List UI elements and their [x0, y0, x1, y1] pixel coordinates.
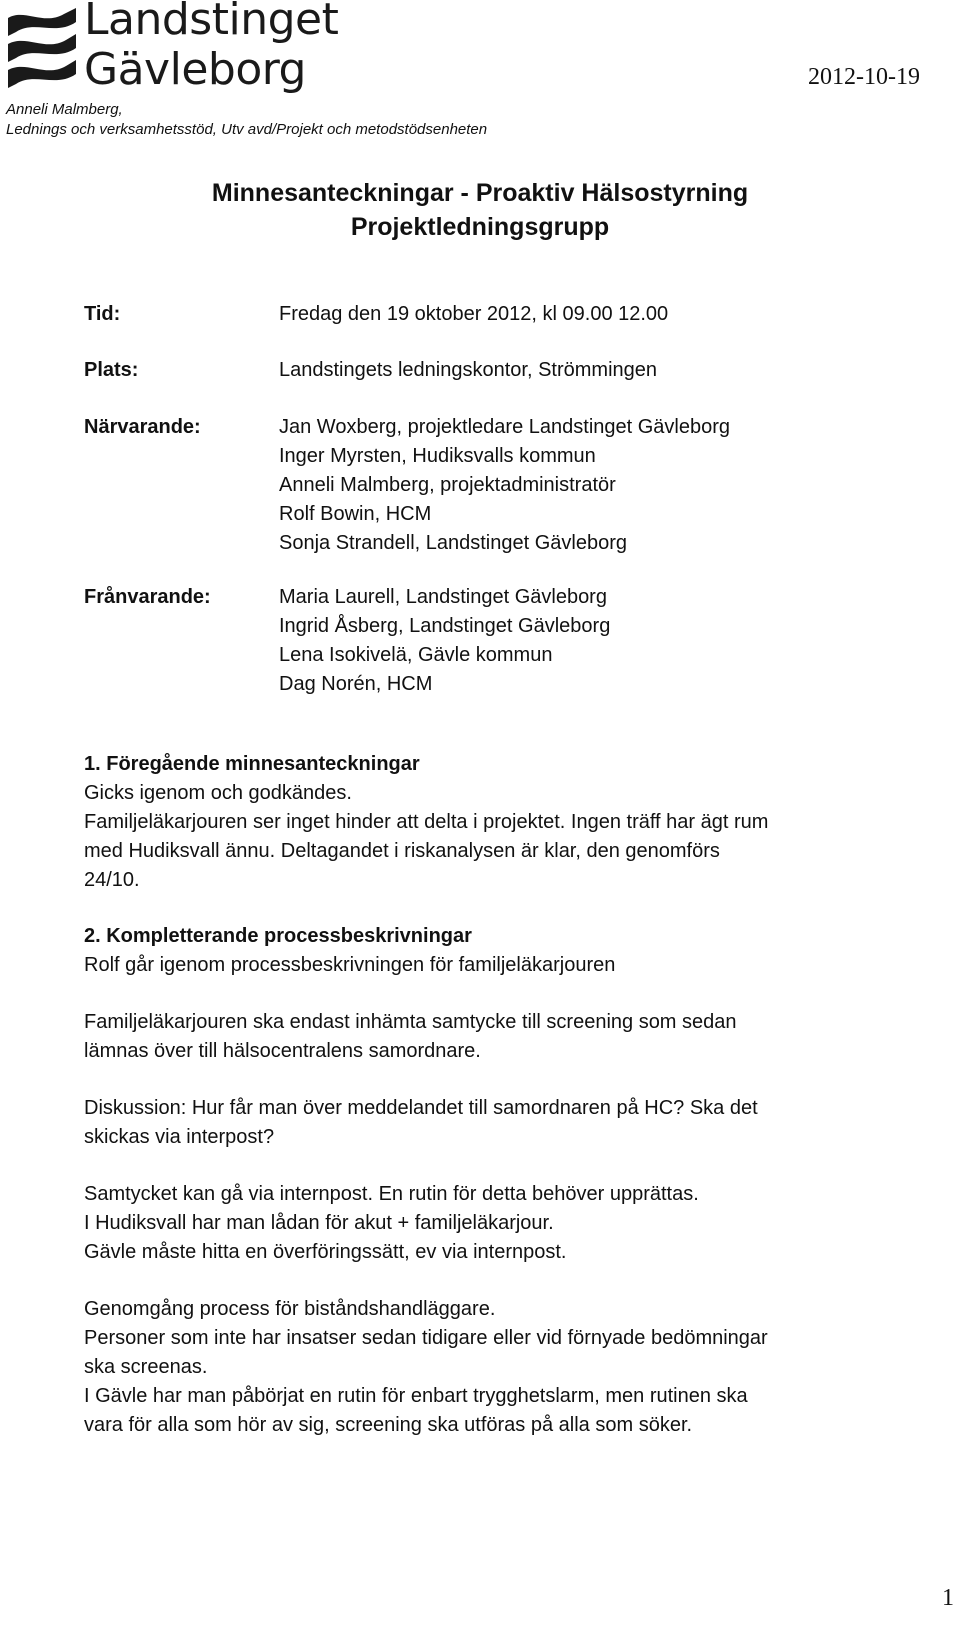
title-line2: Projektledningsgrupp	[350, 213, 610, 241]
document-date: 2012-10-19	[808, 64, 920, 90]
page-number: 1	[942, 1585, 954, 1611]
attendee: Jan Woxberg, projektledare Landstinget Gävleborg	[279, 416, 731, 438]
landstinget-logo	[4, 0, 339, 100]
tid-value: Fredag den 19 oktober 2012, kl 09.00 12.00	[279, 303, 669, 325]
absentee: Maria Laurell, Landstinget Gävleborg	[279, 586, 607, 608]
section-2-paragraph: Diskussion: Hur får man över meddelandet till samordnaren på HC? Ska det	[84, 1097, 758, 1119]
attendee: Inger Myrsten, Hudiksvalls kommun	[279, 445, 596, 467]
franvarande-label: Frånvarande:	[84, 586, 211, 608]
author-department: Lednings och verksamhetsstöd, Utv avd/Projekt och metodstödsenheten	[6, 121, 488, 138]
absentee: Dag Norén, HCM	[279, 673, 433, 695]
section-2-paragraph: Familjeläkarjouren ska endast inhämta samtycke till screening som sedan	[84, 1011, 737, 1033]
logo-text-line1: Landstinget	[84, 0, 339, 45]
section-2-paragraph: Samtycket kan gå via internpost. En rutin för detta behöver upprättas.	[84, 1183, 699, 1205]
narvarande-list	[279, 413, 730, 558]
narvarande-label: Närvarande:	[84, 416, 201, 438]
plats-value: Landstingets ledningskontor, Strömmingen	[279, 359, 658, 381]
section-1	[84, 750, 960, 895]
section-1-line: 24/10.	[84, 869, 140, 891]
logo-text-line2: Gävleborg	[84, 44, 306, 95]
section-2-paragraph: Gävle måste hitta en överföringssätt, ev via internpost.	[84, 1241, 567, 1263]
author-name: Anneli Malmberg,	[6, 101, 123, 118]
section-2-paragraph: skickas via interpost?	[84, 1126, 275, 1148]
section-2-paragraph: ska screenas.	[84, 1356, 208, 1378]
meeting-meta	[84, 300, 960, 720]
section-2-paragraph: Personer som inte har insatser sedan tidigare eller vid förnyade bedömningar	[84, 1327, 768, 1349]
tid-label: Tid:	[84, 303, 121, 325]
section-2-paragraph: I Gävle har man påbörjat en rutin för enbart trygghetslarm, men rutinen ska	[84, 1385, 748, 1407]
absentee: Lena Isokivelä, Gävle kommun	[279, 644, 553, 666]
title-line1: Minnesanteckningar - Proaktiv Hälsostyrning	[211, 179, 749, 207]
section-1-heading: 1. Föregående minnesanteckningar	[84, 753, 420, 775]
section-2-paragraph: lämnas över till hälsocentralens samordnare.	[84, 1040, 481, 1062]
section-2-heading: 2. Kompletterande processbeskrivningar	[84, 925, 472, 947]
section-1-line: Familjeläkarjouren ser inget hinder att delta i projektet. Ingen träff har ägt rum	[84, 811, 769, 833]
section-1-line: Gicks igenom och godkändes.	[84, 782, 352, 804]
section-2-paragraph: Rolf går igenom processbeskrivningen för familjeläkarjouren	[84, 954, 616, 976]
attendee: Sonja Strandell, Landstinget Gävleborg	[279, 532, 628, 554]
plats-label: Plats:	[84, 359, 139, 381]
wave-emblem-icon	[4, 4, 80, 100]
section-2-paragraph: I Hudiksvall har man lådan för akut + familjeläkarjour.	[84, 1212, 554, 1234]
section-1-line: med Hudiksvall ännu. Deltagandet i riskanalysen är klar, den genomförs	[84, 840, 720, 862]
section-2	[84, 922, 960, 1440]
author-block	[6, 100, 487, 140]
section-2-paragraph: Genomgång process för biståndshandläggare.	[84, 1298, 496, 1320]
attendee: Rolf Bowin, HCM	[279, 503, 432, 525]
absentee: Ingrid Åsberg, Landstinget Gävleborg	[279, 615, 611, 637]
section-2-paragraph: vara för alla som hör av sig, screening ska utföras på alla som söker.	[84, 1414, 693, 1436]
franvarande-list	[279, 583, 610, 699]
document-title	[0, 176, 960, 244]
attendee: Anneli Malmberg, projektadministratör	[279, 474, 616, 496]
